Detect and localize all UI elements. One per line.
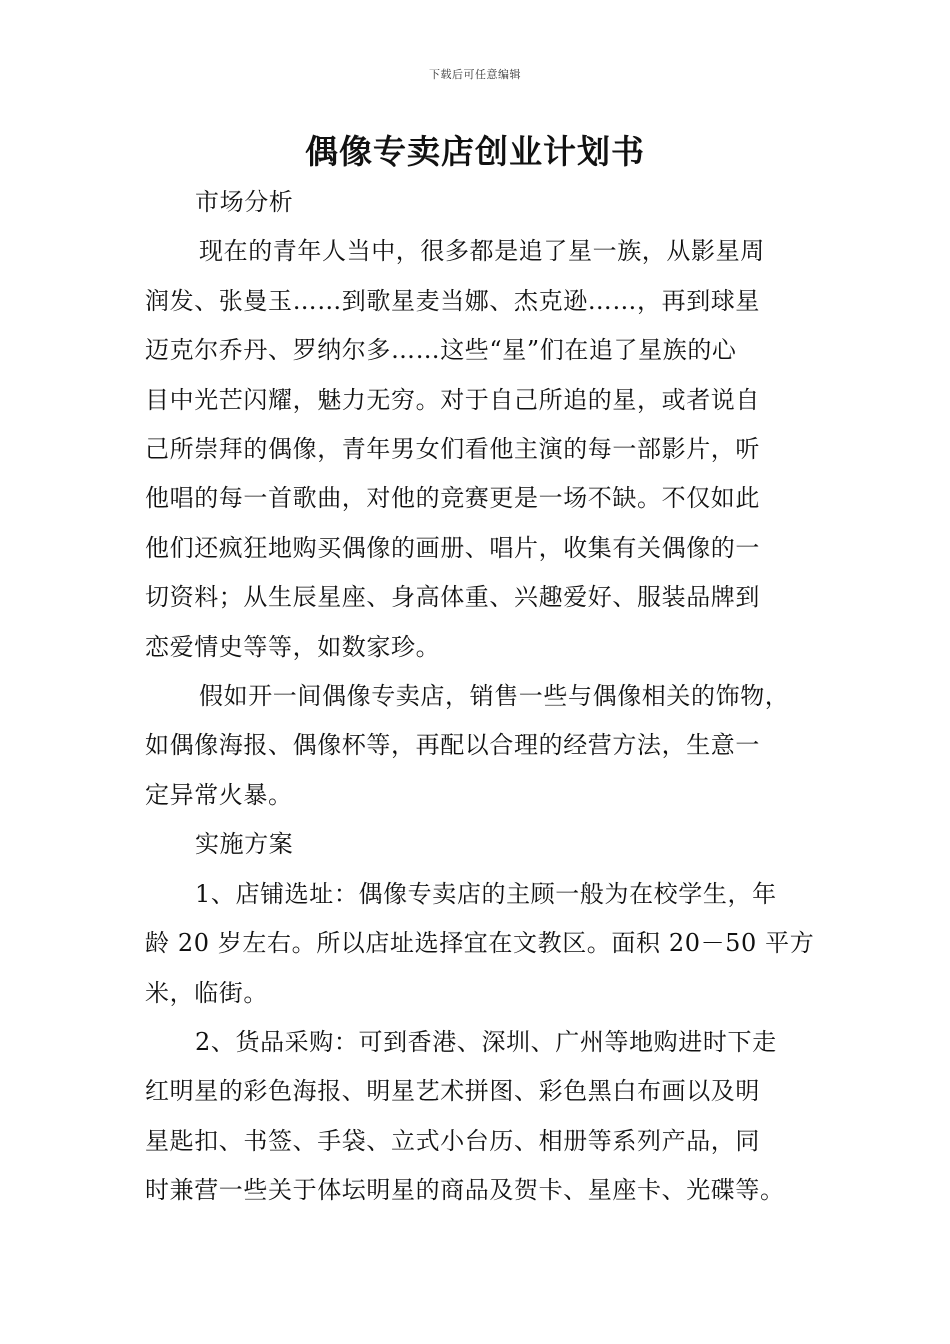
text-line: 己所崇拜的偶像，青年男女们看他主演的每一部影片，听	[145, 435, 760, 464]
text-line: 红明星的彩色海报、明星艺术拼图、彩色黑白布画以及明	[145, 1077, 760, 1106]
text-line: 米，临街。	[145, 978, 268, 1007]
text-line: 时兼营一些关于体坛明星的商品及贺卡、星座卡、光碟等。	[145, 1176, 785, 1205]
section-heading-plan: 实施方案	[195, 830, 294, 859]
paragraph-market-1	[145, 227, 813, 276]
text-line: 如偶像海报、偶像杯等，再配以合理的经营方法，生意一	[145, 731, 760, 760]
text-line: 恋爱情史等等，如数家珍。	[145, 632, 441, 661]
paragraph-plan-2-cont	[145, 1067, 813, 1215]
text-line: 定异常火暴。	[145, 780, 293, 809]
paragraph-market-1-cont	[145, 277, 813, 672]
text-line: 2、货品采购：可到香港、深圳、广州等地购进时下走	[195, 1027, 777, 1056]
text-line: 切资料；从生辰星座、身高体重、兴趣爱好、服装品牌到	[145, 583, 760, 612]
document-body	[145, 178, 813, 1216]
paragraph-plan-1-cont	[145, 919, 813, 1018]
text-line: 目中光芒闪耀，魅力无穷。对于自己所追的星，或者说自	[145, 385, 760, 414]
text-line: 假如开一间偶像专卖店，销售一些与偶像相关的饰物，	[199, 682, 790, 711]
text-line: 润发、张曼玉……到歌星麦当娜、杰克逊……，再到球星	[145, 286, 760, 315]
header-note: 下载后可任意编辑	[429, 68, 521, 81]
section-heading-market: 市场分析	[195, 188, 294, 216]
paragraph-plan-2	[145, 1018, 813, 1067]
paragraph-plan-1	[145, 870, 813, 919]
text-line: 他们还疯狂地购买偶像的画册、唱片，收集有关偶像的一	[145, 533, 760, 562]
text-line: 他唱的每一首歌曲，对他的竞赛更是一场不缺。不仅如此	[145, 484, 760, 513]
text-line: 龄 20 岁左右。所以店址选择宜在文教区。面积 20－50 平方	[145, 929, 815, 958]
text-line: 迈克尔乔丹、罗纳尔多……这些“星”们在追了星族的心	[145, 336, 737, 365]
paragraph-market-2-cont	[145, 721, 813, 820]
text-line: 1、店铺选址：偶像专卖店的主顾一般为在校学生，年	[195, 879, 777, 908]
page-title: 偶像专卖店创业计划书	[305, 132, 645, 171]
paragraph-market-2	[145, 672, 813, 721]
text-line: 星匙扣、书签、手袋、立式小台历、相册等系列产品，同	[145, 1126, 760, 1155]
text-line: 现在的青年人当中，很多都是追了星一族，从影星周	[199, 237, 765, 266]
